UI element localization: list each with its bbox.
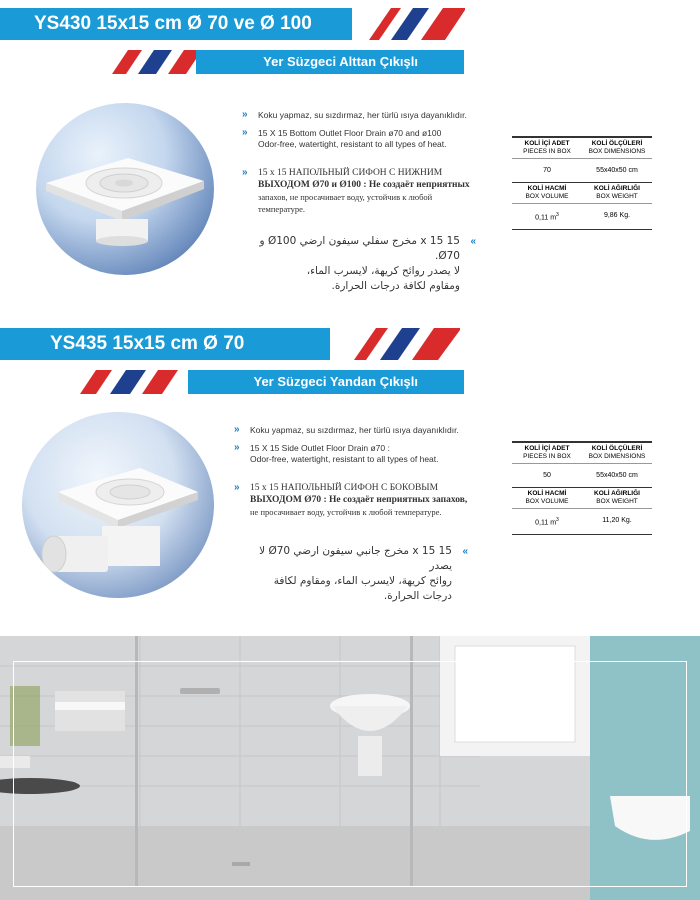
bullet-chevron-icon: » (470, 236, 476, 247)
floor-drain-side-outlet-illustration (22, 412, 214, 598)
section1-spec-table (512, 136, 652, 230)
bullet-chevron-icon: » (234, 482, 240, 493)
section2-bullet-tr: » Koku yapmaz, su sızdırmaz, her türlü ısıya dayanıklıdır. (234, 424, 459, 435)
section1-bullet-ar: » 15 x 15 مخرج سفلي سيفون ارضي Ø100 و Ø70. لا يصدر روائح كريهة، لايسرب الماء، ومقاوم لكافة درجات الحرارة. (259, 235, 476, 292)
photo-frame (13, 661, 687, 887)
section1-bullet-tr: » Koku yapmaz, su sızdırmaz, her türlü ısıya dayanıklıdır. (242, 109, 467, 120)
spec-value-row: 0,11 $m^3$ 11,20 Kg. (512, 509, 652, 535)
section2-bullet-ar: » 15 x 15 مخرج جانبي سيفون ارضي Ø70 لا يصدر روائح كريهة، لايسرب الماء، ومقاوم لكافة درجات الحرارة. (259, 545, 468, 602)
section2-subtitle: Yer Süzgeci Yandan Çıkışlı (253, 374, 418, 389)
section2-product-image (22, 412, 214, 598)
section2-subtitle-bar (188, 370, 464, 394)
section1-sub-stripes (112, 50, 202, 74)
spec-value-row: 70 55x40x50 cm (512, 159, 652, 183)
section1-title-bar (0, 8, 352, 40)
bullet-chevron-icon: » (234, 424, 240, 435)
spec-value-row: 0,11 $m^3$ 9,86 Kg. (512, 204, 652, 230)
section2-bullet-en: » 15 X 15 Side Outlet Floor Drain ø70 : Odor-free, watertight, resistant to all types of heat. (234, 442, 439, 464)
section2-bullet-ru: » 15 x 15 НАПОЛЬНЫЙ СИФОН С БОКОВЫМ ВЫХОДОМ Ø70 : Не создаёт неприятных запахов, не просачивает воду, устойчив к любой температуре. (234, 482, 468, 517)
section1-subtitle: Yer Süzgeci Alttan Çıkışlı (263, 54, 418, 69)
bullet-chevron-icon: » (242, 167, 248, 178)
spec-header-row: KOLİ İÇİ ADET PIECES IN BOX KOLİ ÖLÇÜLERİ BOX DIMENSIONS (512, 136, 652, 159)
spec-header-row: KOLİ HACMİ BOX VOLUME KOLİ AĞIRLIĞI BOX WEIGHT (512, 488, 652, 509)
floor-drain-bottom-outlet-illustration (36, 103, 214, 275)
section1-bullet-ru: » 15 x 15 НАПОЛЬНЫЙ СИФОН С НИЖНИМ ВЫХОДОМ Ø70 и Ø100 : Не создаёт неприятных запахов, не просачивает воду, устойчив к любой температуре. (242, 167, 470, 214)
section1-title-stripes (355, 8, 465, 40)
section2-sub-stripes (80, 370, 192, 394)
bullet-chevron-icon: » (242, 109, 248, 120)
section2-title-stripes (340, 328, 460, 360)
spec-header-row: KOLİ İÇİ ADET PIECES IN BOX KOLİ ÖLÇÜLERİ BOX DIMENSIONS (512, 441, 652, 464)
spec-value-row: 50 55x40x50 cm (512, 464, 652, 488)
bullet-chevron-icon: » (462, 546, 468, 557)
section1-bullet-en: » 15 X 15 Bottom Outlet Floor Drain ø70 and ø100 Odor-free, watertight, resistant to all types of heat. (242, 127, 447, 149)
spec-header-row: KOLİ HACMİ BOX VOLUME KOLİ AĞIRLIĞI BOX WEIGHT (512, 183, 652, 204)
bullet-chevron-icon: » (234, 442, 240, 453)
section2-spec-table (512, 441, 652, 535)
section1-subtitle-bar (196, 50, 464, 74)
section1-product-image (36, 103, 214, 275)
section2-title-bar (0, 328, 330, 360)
section2-title: YS435 15x15 cm Ø 70 (50, 333, 245, 354)
section1-title: YS430 15x15 cm Ø 70 ve Ø 100 (34, 13, 312, 34)
bullet-chevron-icon: » (242, 127, 248, 138)
